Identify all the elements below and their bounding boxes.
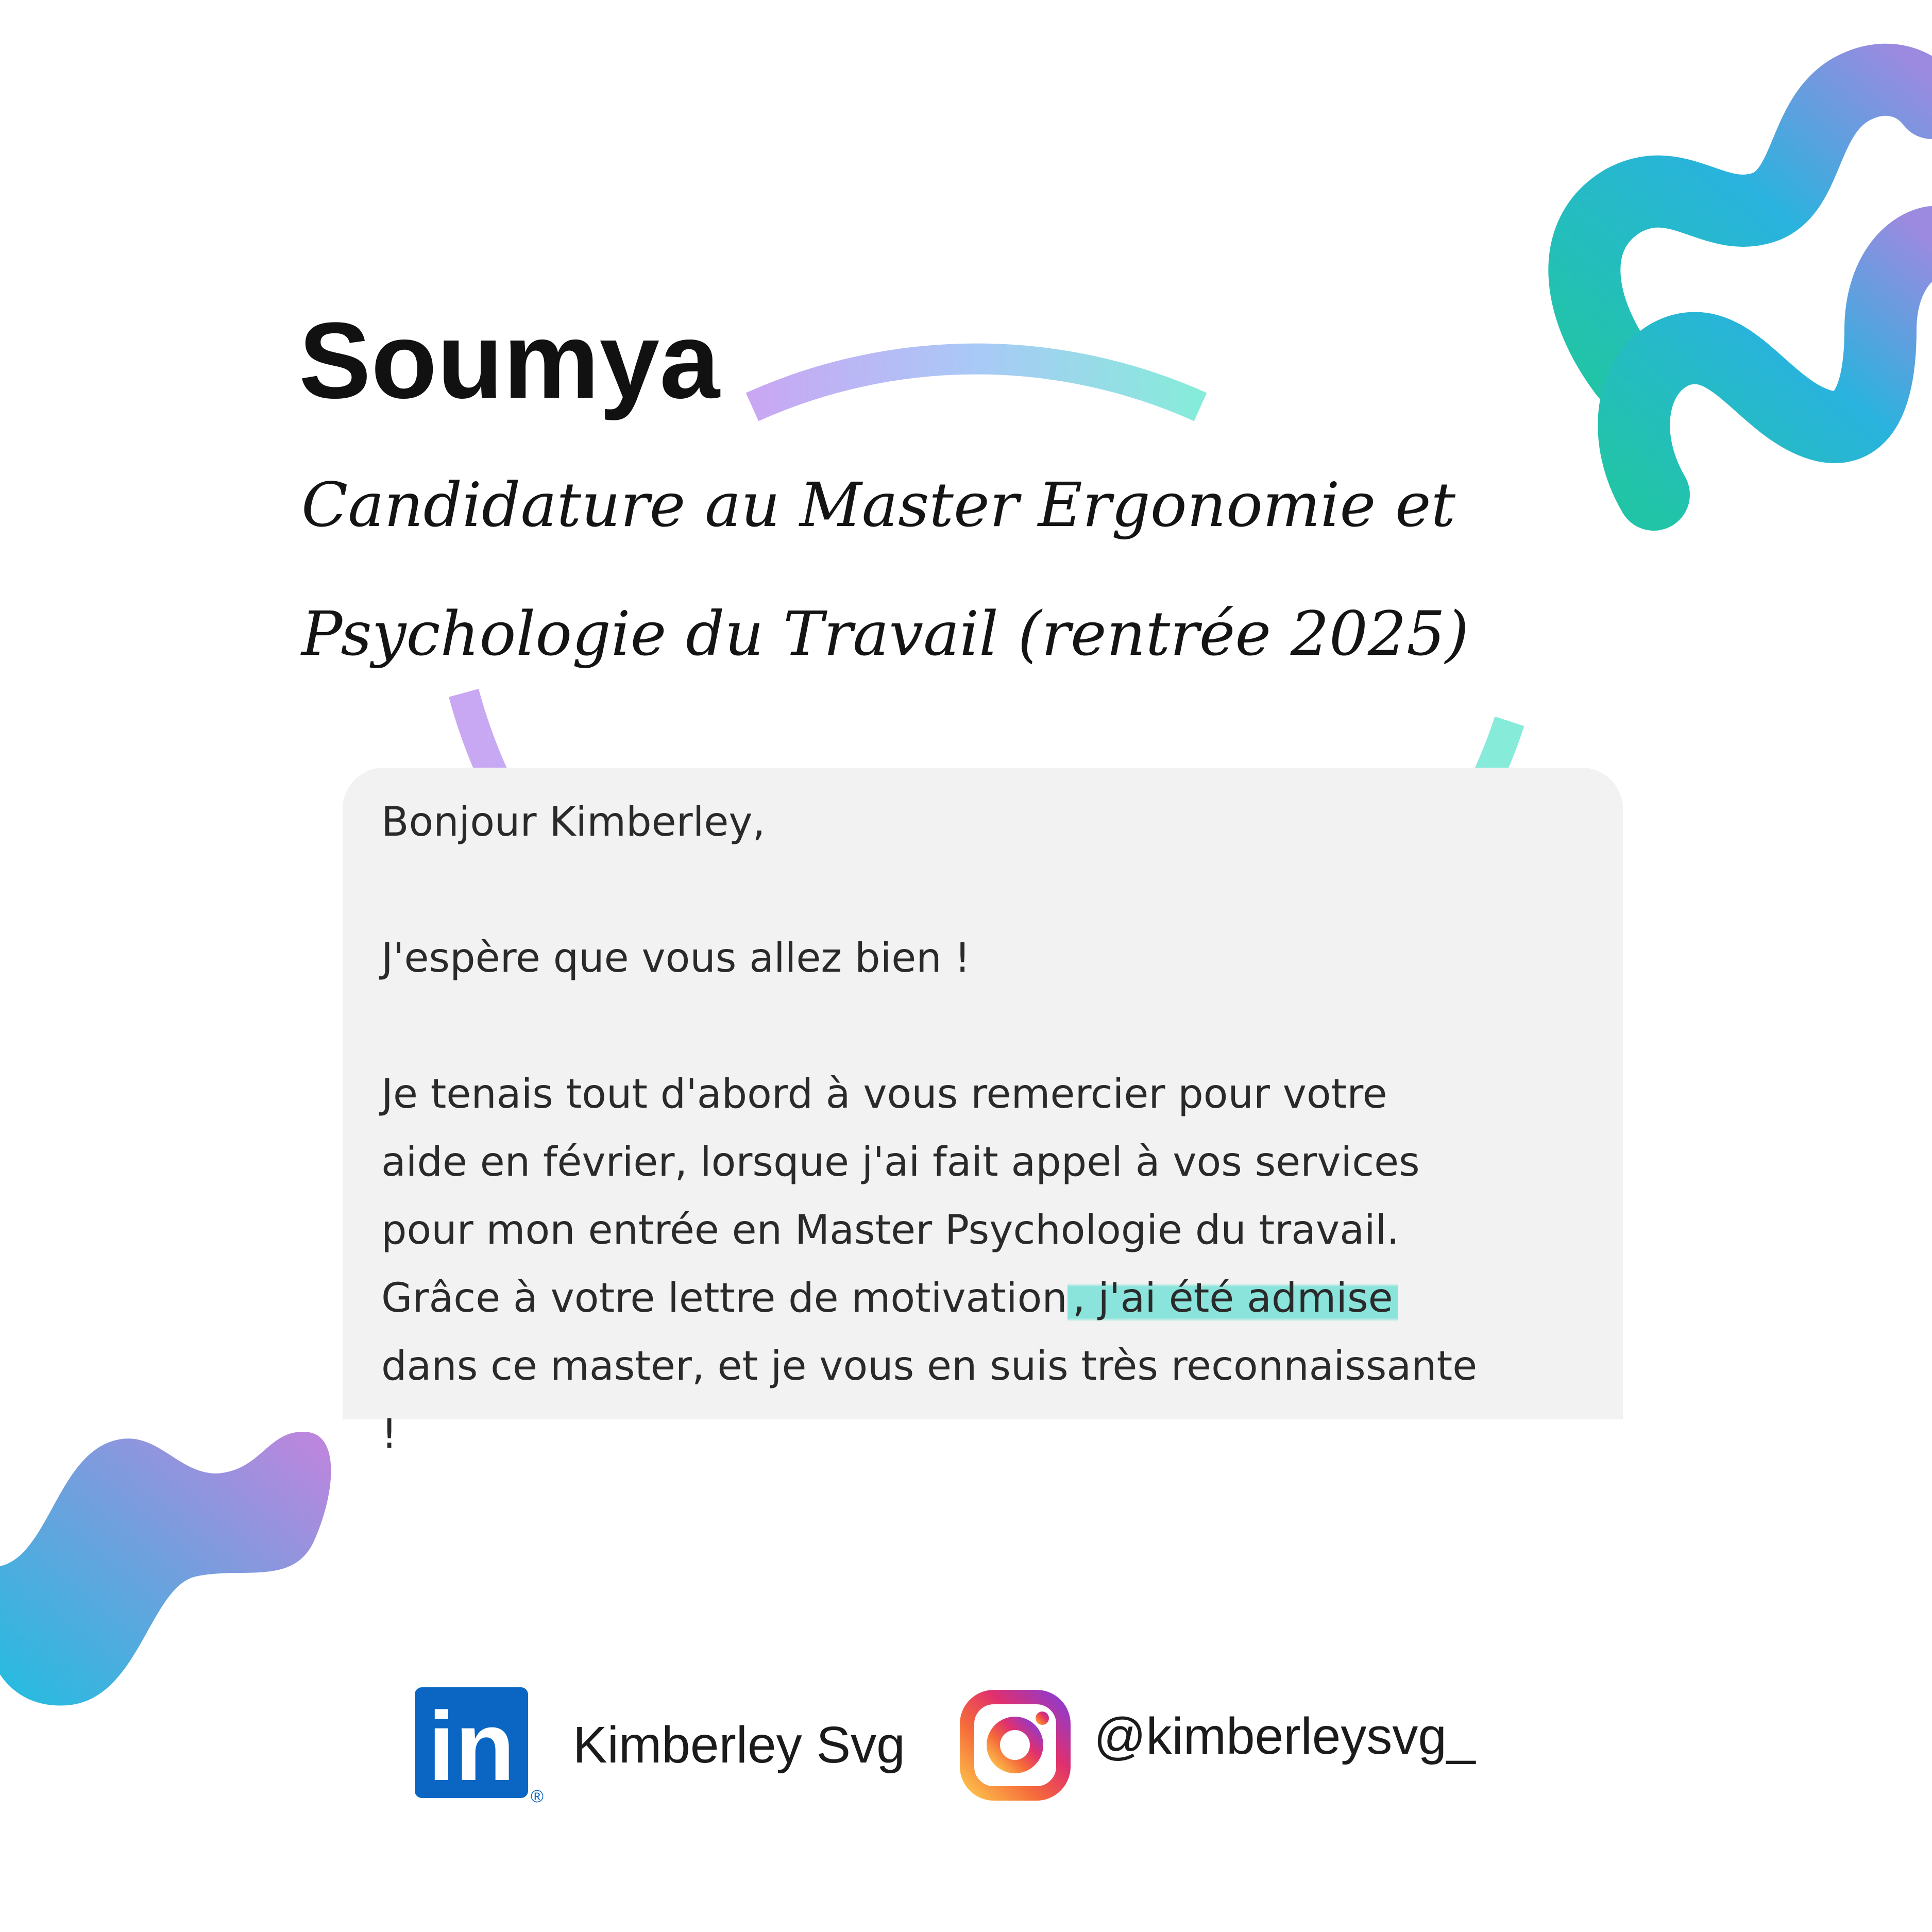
message-text-end: dans ce master, et je vous en suis très reconnaissante ! [381,1343,1478,1458]
page-subtitle: Candidature au Master Ergonomie et Psychologie du Travail (rentrée 2025) [301,469,1469,669]
linkedin-name: Kimberley Svg [573,1716,905,1774]
instagram-icon [960,1690,1071,1801]
message-text: Je tenais tout d'abord à vous remercier pour votre aide en février, lorsque j'ai fait appel à vos services pour mon entrée en Master Psychologie du travail. Grâce à votre lettre de motivation [381,1071,1420,1321]
svg-text:in: in [428,1692,515,1801]
message-line: J'espère que vous allez bien ! [381,935,971,981]
linkedin-link[interactable] [415,1687,905,1801]
decorative-wave-bottom-left [0,1432,331,1705]
instagram-link[interactable] [960,1690,1476,1803]
page-title: Soumya [299,300,720,421]
instagram-handle: @kimberleysvg_ [1094,1707,1476,1765]
registered-mark: ® [531,1787,544,1806]
decorative-wave-top-right [1584,80,1932,495]
message-card [343,768,1623,1458]
message-body [381,788,1607,1468]
linkedin-icon [415,1687,528,1801]
message-greeting: Bonjour Kimberley, [381,799,766,845]
message-paragraph [381,1060,1607,1468]
highlighted-text: , j'ai été admise [1067,1275,1398,1321]
